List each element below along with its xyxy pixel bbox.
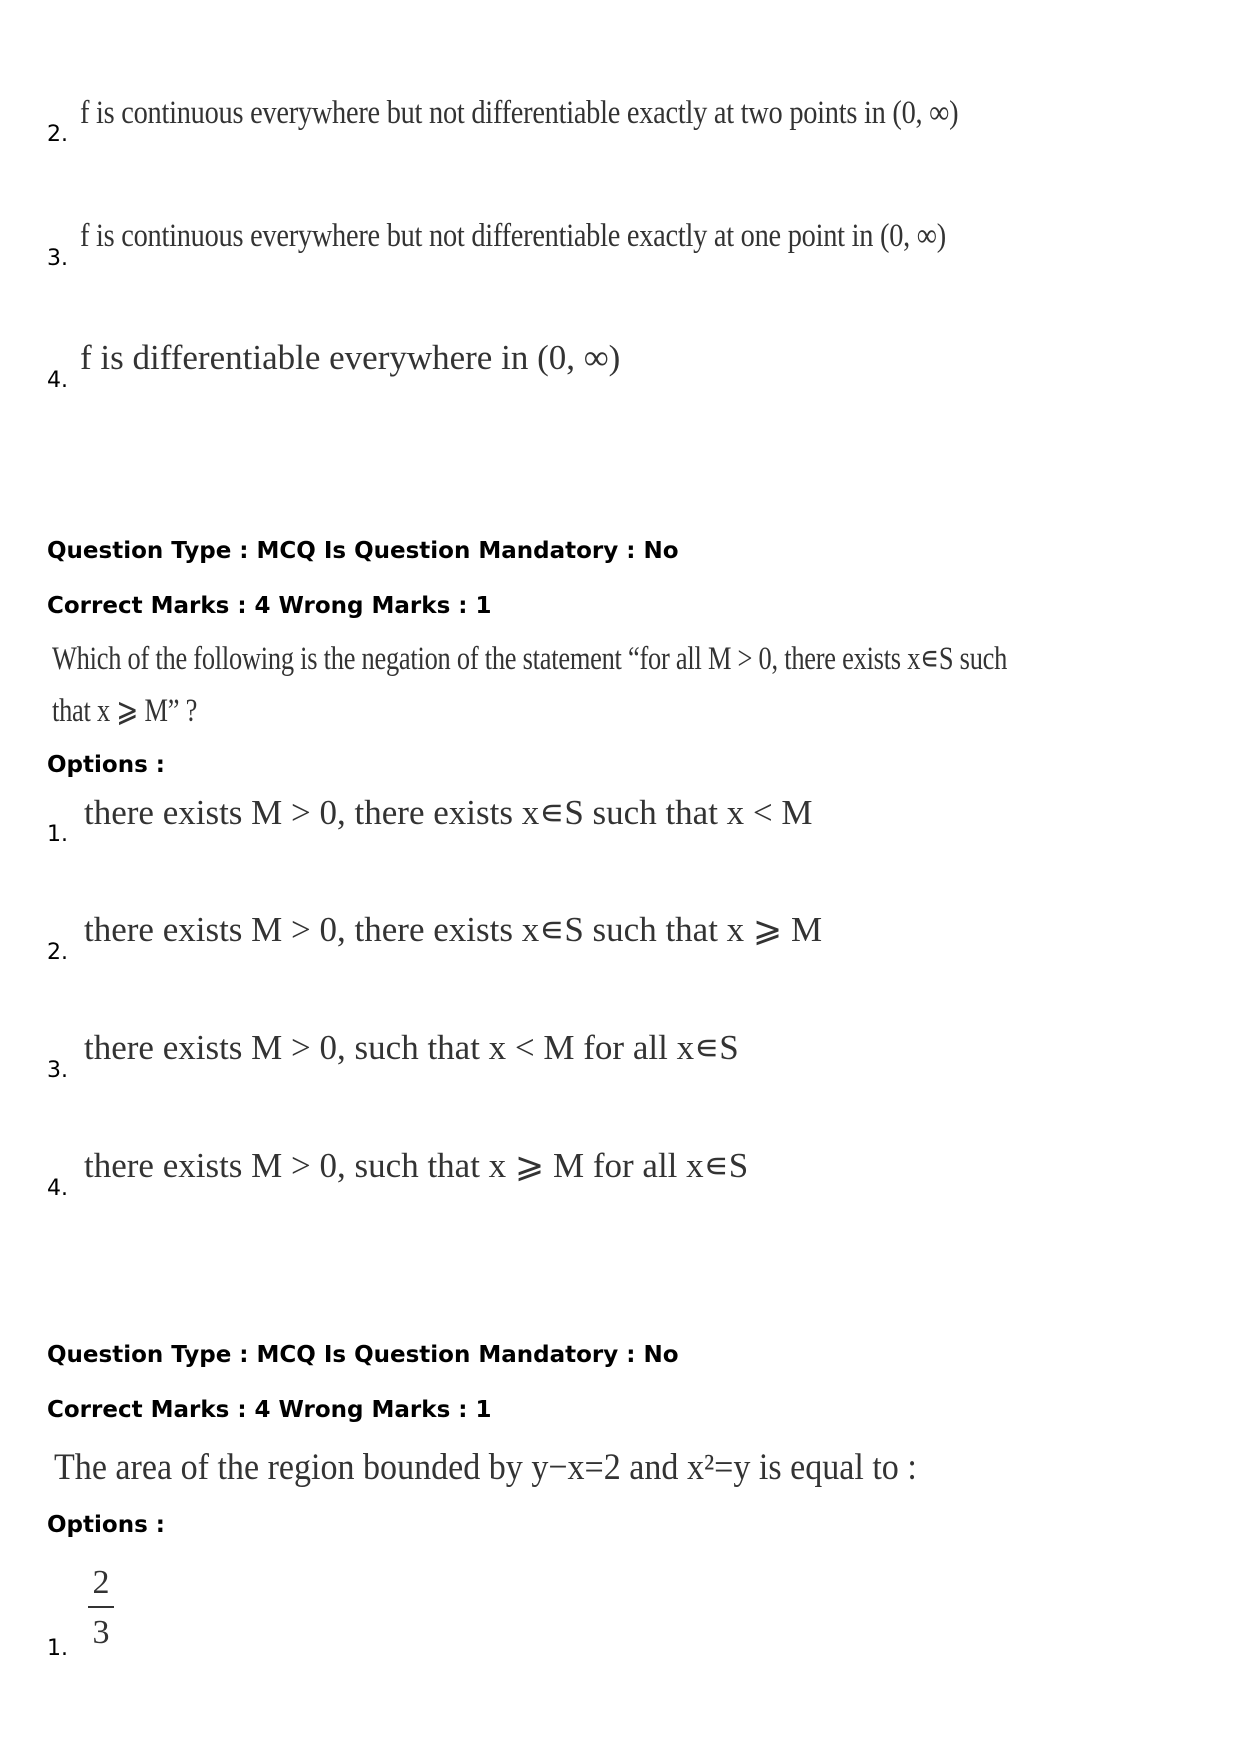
marks-line: Correct Marks : 4 Wrong Marks : 1 <box>47 593 492 619</box>
option-text: there exists M > 0, such that x < M for all x∊S <box>84 1028 739 1067</box>
option-text: f is continuous everywhere but not differentiable exactly at two points in (0, ∞) <box>80 95 959 131</box>
option-number: 4. <box>47 368 68 393</box>
option-text: there exists M > 0, there exists x∊S such that x ⩾ M <box>84 910 823 949</box>
option-number: 2. <box>47 940 68 965</box>
fraction-denominator: 3 <box>92 1614 110 1651</box>
question-type-line: Question Type : MCQ Is Question Mandatory : No <box>47 538 679 564</box>
question-stem-line-2: that x ⩾ M” ? <box>52 693 198 729</box>
option-text: f is differentiable everywhere in (0, ∞) <box>80 338 621 377</box>
option-fraction <box>88 1566 114 1650</box>
option-number: 1. <box>47 822 68 847</box>
marks-line: Correct Marks : 4 Wrong Marks : 1 <box>47 1397 492 1423</box>
option-number: 2. <box>47 122 68 147</box>
question-type-line: Question Type : MCQ Is Question Mandatory : No <box>47 1342 679 1368</box>
option-text: there exists M > 0, there exists x∊S such that x < M <box>84 793 813 832</box>
options-label: Options : <box>47 1512 165 1538</box>
option-number: 4. <box>47 1176 68 1201</box>
option-text: f is continuous everywhere but not differentiable exactly at one point in (0, ∞) <box>80 218 946 254</box>
options-label: Options : <box>47 752 165 778</box>
fraction-numerator: 2 <box>92 1564 110 1601</box>
option-number: 3. <box>47 1058 68 1083</box>
option-text: there exists M > 0, such that x ⩾ M for all x∊S <box>84 1146 749 1185</box>
option-number: 1. <box>47 1636 68 1661</box>
question-stem-line-1: Which of the following is the negation of the statement “for all M > 0, there exists x∊S such <box>52 641 1008 677</box>
option-number: 3. <box>47 246 68 271</box>
fraction-bar <box>88 1606 114 1608</box>
question-stem: The area of the region bounded by y−x=2 and x²=y is equal to : <box>54 1447 917 1488</box>
